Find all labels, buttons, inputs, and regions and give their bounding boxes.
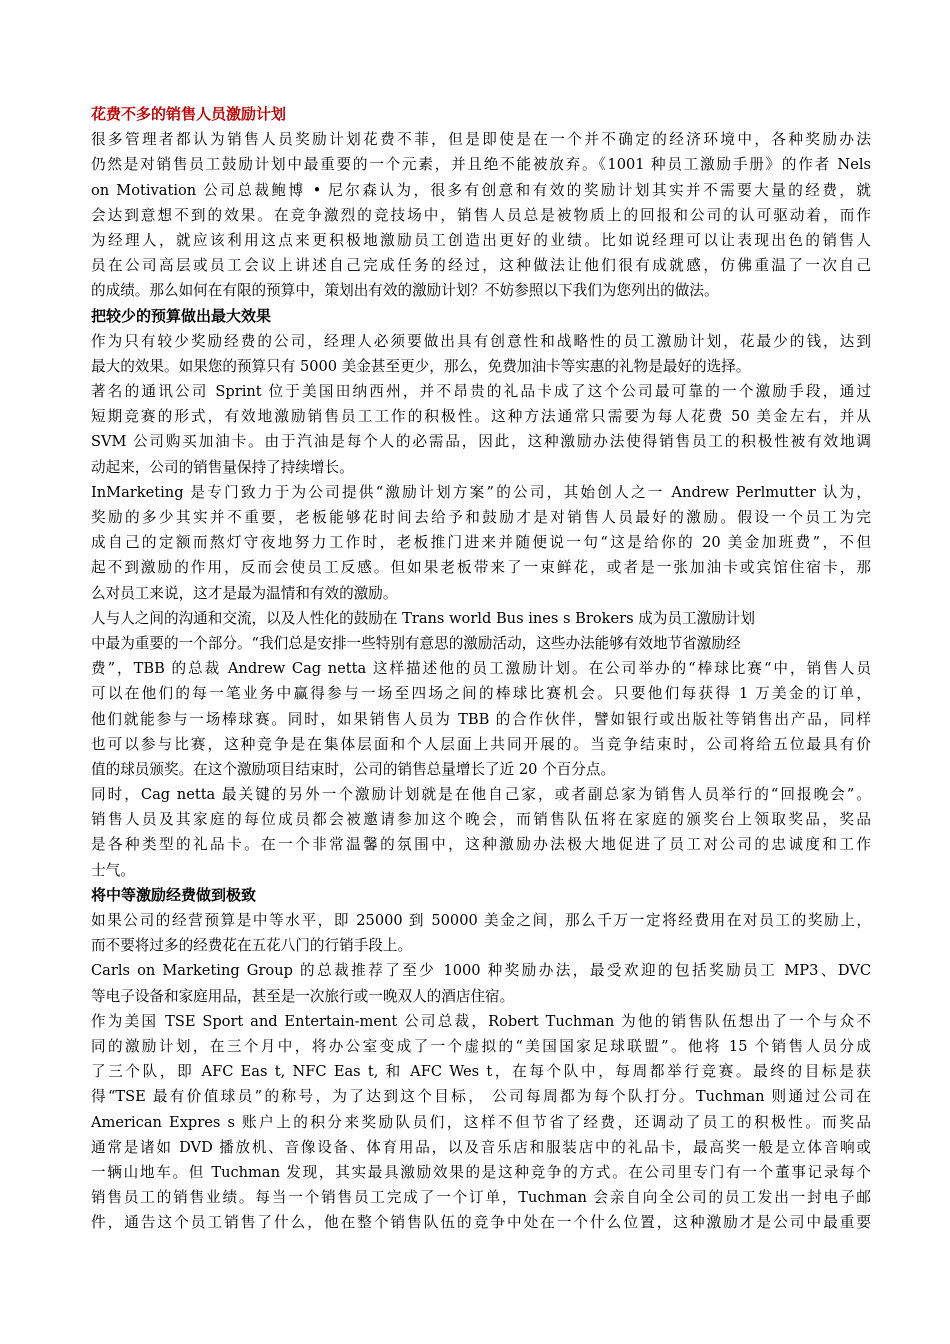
text-line: 会达到意想不到的效果。在竞争激烈的竞技场中，销售人员总是被物质上的回报和公司的认可驱动着，而作: [91, 206, 871, 224]
section-heading: 将中等激励经费做到极致: [91, 885, 257, 904]
text-line: 等电子设备和家庭用品，甚至是一次旅行或一晚双人的酒店住宿。: [91, 987, 515, 1005]
text-line: 为经理人，就应该利用这点来更积极地激励员工创造出更好的业绩。比如说经理可以让表现出色的销售人: [91, 231, 871, 249]
text-line: 可以在他们的每一笔业务中赢得参与一场至四场之间的棒球比赛机会。只要他们每获得 1 万美金的订单，: [91, 685, 871, 703]
text-line: 通常是诸如 DVD 播放机、音像设备、体育用品，以及音乐店和服装店中的礼品卡，最高奖一般是立体音响或: [91, 1138, 871, 1156]
text-line: 仍然是对销售员工鼓励计划中最重要的一个元素，并且绝不能被放弃。《1001 种员工激励手册》的作者 Nels: [91, 156, 871, 174]
text-line: 作为只有较少奖励经费的公司，经理人必须要做出具有创意性和战略性的员工激励计划，花最少的钱，达到: [91, 332, 871, 350]
text-line: 值的球员颁奖。在这个激励项目结束时，公司的销售总量增长了近 20 个百分点。: [91, 760, 616, 778]
section-heading: 把较少的预算做出最大效果: [91, 306, 272, 325]
text-line: 销售员工的销售业绩。每当一个销售员工完成了一个订单，Tuchman 会亲自向全公司的员工发出一封电子邮: [91, 1189, 871, 1207]
text-line: 而不要将过多的经费花在五花八门的行销手段上。: [91, 937, 413, 955]
text-line: 动起来，公司的销售量保持了持续增长。: [91, 458, 354, 476]
text-line: on Motivation 公司总裁鲍博 • 尼尔森认为，很多有创意和有效的奖励计划其实并不需要大量的经费，就: [91, 181, 871, 199]
text-line: 很多管理者都认为销售人员奖励计划花费不菲，但是即使是在一个并不确定的经济环境中，各种奖励办法: [91, 131, 871, 149]
text-line: 是各种类型的礼品卡。在一个非常温馨的氛围中，这种激励办法极大地促进了员工对公司的忠诚度和工作: [91, 836, 871, 854]
text-line: American Expres s 账户上的积分来奖励队员们，这样不但节省了经费，还调动了员工的积极性。而奖品: [91, 1113, 871, 1131]
text-line: 的成绩。那么如何在有限的预算中，策划出有效的激励计划？不妨参照以下我们为您列出的做法。: [91, 282, 719, 300]
text-line: 员在公司高层或员工会议上讲述自己完成任务的经过，这种做法让他们很有成就感，仿佛重温了一次自己: [91, 257, 871, 275]
text-line: 中最为重要的一个部分。“我们总是安排一些特别有意思的激励活动，这些办法能够有效地节省激励经: [91, 634, 741, 652]
text-line: 如果公司的经营预算是中等水平，即 25000 到 50000 美金之间，那么千万一定将经费用在对员工的奖励上，: [91, 912, 871, 929]
text-line: SVM 公司购买加油卡。由于汽油是每个人的必需品，因此，这种激励办法使得销售员工的积极性被有效地调: [91, 433, 871, 451]
text-line: 起不到激励的作用，反而会使员工反感。但如果老板带来了一束鲜花，或者是一张加油卡或宾馆住宿卡，那: [91, 559, 871, 577]
text-line: 成自己的定额而熬灯守夜地努力工作时，老板推门进来并随便说一句“这是给你的 20 美金加班费”，不但: [91, 534, 871, 552]
text-line: 同时，Cag netta 最关键的另外一个激励计划就是在他自己家，或者副总家为销售人员举行的“回报晚会”。: [91, 786, 871, 804]
text-line: 人与人之间的沟通和交流，以及人性化的鼓励在 Trans world Bus ines s Brokers 成为员工激励计划: [91, 609, 755, 627]
text-line: 士气。: [91, 861, 135, 879]
text-line: 销售人员及其家庭的每位成员都会被邀请参加这个晚会，而销售队伍将在家庭的颁奖台上领取奖品，奖品: [91, 811, 871, 829]
text-line: 作为美国 TSE Sport and Entertain-ment 公司总裁，Robert Tuchman 为他的销售队伍想出了一个与众不: [91, 1012, 871, 1030]
document-page: [91, 102, 871, 1235]
text-line: 一辆山地车。但 Tuchman 发现，其实最具激励效果的是这种竞争的方式。在公司里专门有一个董事记录每个: [91, 1163, 871, 1181]
text-line: Carls on Marketing Group 的总裁推荐了至少 1000 种奖励办法，最受欢迎的包括奖励员工 MP3、DVC: [91, 962, 871, 980]
text-line: 费”，TBB 的总裁 Andrew Cag netta 这样描述他的员工激励计划。在公司举办的“棒球比赛“中，销售人员: [91, 660, 871, 678]
text-line: 得“TSE 最有价值球员”的称号，为了达到这个目标， 公司每周都为每个队打分。Tuchman 则通过公司在: [91, 1088, 871, 1106]
text-line: 了三个队，即 AFC Eas t, NFC Eas t, 和 AFC Wes t，在每个队中，每周都举行竞赛。最终的目标是获: [91, 1063, 871, 1081]
text-line: 著名的通讯公司 Sprint 位于美国田纳西州，并不昂贵的礼品卡成了这个公司最可靠的一个激励手段，通过: [91, 383, 871, 401]
text-line: InMarketing 是专门致力于为公司提供“激励计划方案”的公司，其始创人之一 Andrew Perlmutter 认为，: [91, 483, 871, 501]
text-line: 奖励的多少其实并不重要，老板能够花时间去给予和鼓励才是对销售人员最好的激励。假设一个员工为完: [91, 509, 871, 526]
text-line: 短期竞赛的形式，有效地激励销售员工工作的积极性。这种方法通常只需要为每人花费 50 美金左右，并从: [91, 408, 871, 426]
text-line: 么对员工来说，这才是最为温情和有效的激励。: [91, 584, 398, 602]
text-line: 件，通告这个员工销售了什么，他在整个销售队伍的竞争中处在一个什么位置，这种激励才是公司中最重要: [91, 1214, 871, 1232]
text-line: 同的激励计划，在三个月中，将办公室变成了一个虚拟的“美国国家足球联盟”。他将 15 个销售人员分成: [91, 1037, 871, 1055]
text-line: 他们就能参与一场棒球赛。同时，如果销售人员为 TBB 的合作伙伴，譬如银行或出版社等销售出产品，同样: [91, 710, 871, 728]
page-title: 花费不多的销售人员激励计划: [91, 105, 287, 123]
text-line: 最大的效果。如果您的预算只有 5000 美金甚至更少，那么，免费加油卡等实惠的礼物是最好的选择。: [91, 357, 751, 375]
text-line: 也可以参与比赛，这种竞争是在集体层面和个人层面上共同开展的。当竞争结束时，公司将给五位最具有价: [91, 735, 871, 753]
